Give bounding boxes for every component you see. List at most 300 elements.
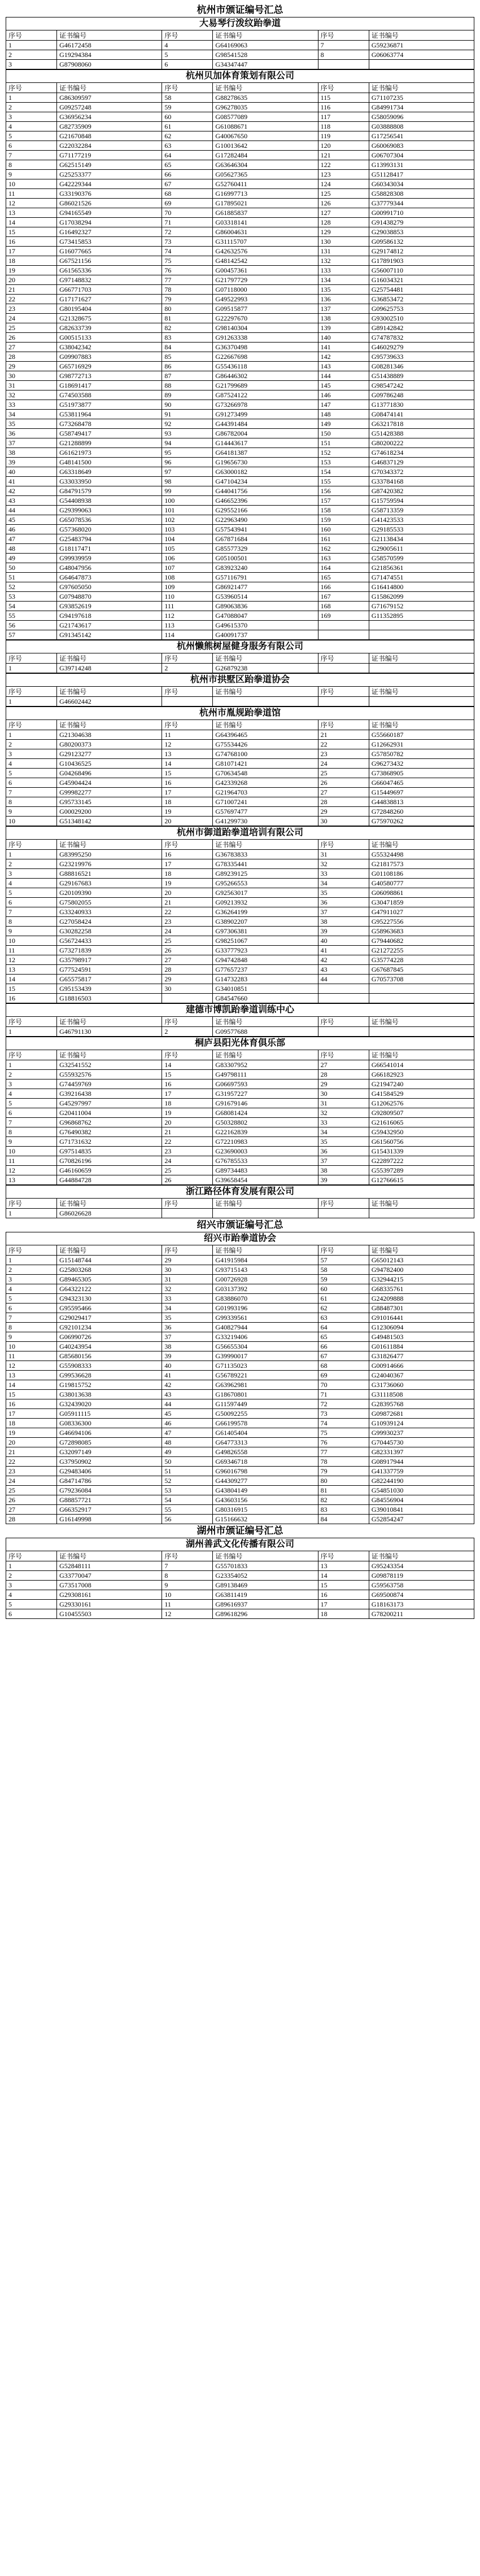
serial-number-cell: 34	[318, 1127, 369, 1137]
certificate-number-cell: G31957227	[213, 1089, 318, 1099]
serial-number-cell: 133	[318, 266, 369, 275]
serial-number-cell: 13	[6, 208, 57, 218]
serial-number-cell: 75	[162, 256, 213, 266]
serial-number-cell: 39	[6, 458, 57, 467]
certificate-number-cell: G01611884	[369, 1342, 474, 1351]
organization-name: 杭州市御道跆拳道培训有限公司	[6, 826, 474, 839]
organization-name: 大易琴行泼纹跆拳道	[6, 17, 474, 30]
certificate-table	[6, 30, 474, 69]
certificate-number-cell: G91263338	[213, 333, 318, 343]
table-row	[6, 93, 474, 103]
certificate-number-cell: G62515149	[57, 160, 162, 170]
serial-number-cell: 67	[318, 1351, 369, 1361]
serial-number-cell: 58	[162, 93, 213, 103]
column-header-serial: 序号	[162, 83, 213, 93]
certificate-number-cell: G29167683	[57, 879, 162, 888]
certificate-number-cell: G01108186	[369, 869, 474, 879]
serial-number-cell: 3	[6, 1275, 57, 1284]
serial-number-cell	[318, 621, 369, 630]
serial-number-cell: 7	[318, 41, 369, 50]
serial-number-cell: 28	[162, 965, 213, 975]
serial-number-cell: 65	[318, 1332, 369, 1342]
table-row	[6, 1515, 474, 1524]
table-row	[6, 1390, 474, 1399]
certificate-number-cell: G87524122	[213, 390, 318, 400]
serial-number-cell: 36	[318, 898, 369, 907]
certificate-number-cell: G46791130	[57, 1027, 162, 1037]
serial-number-cell: 26	[318, 778, 369, 788]
certificate-number-cell: G44391484	[213, 419, 318, 429]
certificate-number-cell: G33784168	[369, 477, 474, 486]
serial-number-cell: 60	[318, 1284, 369, 1294]
column-header-certificate: 证书编号	[213, 840, 318, 850]
serial-number-cell: 158	[318, 506, 369, 515]
table-row	[6, 50, 474, 60]
column-header-serial: 序号	[318, 83, 369, 93]
serial-number-cell: 7	[6, 1118, 57, 1127]
certificate-table	[6, 1551, 474, 1619]
serial-number-cell: 14	[162, 1060, 213, 1070]
certificate-number-cell: G55324498	[369, 850, 474, 859]
table-row	[6, 1467, 474, 1476]
serial-number-cell: 104	[162, 534, 213, 544]
certificate-number-cell: G17038294	[57, 218, 162, 227]
certificate-number-cell: G83995250	[57, 850, 162, 859]
table-row	[6, 1137, 474, 1147]
certificate-number-cell: G21138434	[369, 534, 474, 544]
serial-number-cell: 19	[162, 879, 213, 888]
table-header-row	[6, 83, 474, 93]
table-row	[6, 400, 474, 410]
certificate-number-cell: G55932576	[57, 1070, 162, 1079]
certificate-number-cell: G44041756	[213, 486, 318, 496]
table-row	[6, 247, 474, 256]
serial-number-cell: 30	[6, 371, 57, 381]
serial-number-cell: 7	[162, 1561, 213, 1571]
certificate-number-cell: G20411004	[57, 1108, 162, 1118]
certificate-number-cell: G84991734	[369, 103, 474, 112]
serial-number-cell: 2	[6, 740, 57, 749]
certificate-number-cell: G86004631	[213, 227, 318, 237]
serial-number-cell	[318, 60, 369, 69]
certificate-number-cell: G66352917	[57, 1505, 162, 1515]
certificate-number-cell: G74768100	[213, 749, 318, 759]
serial-number-cell: 53	[162, 1486, 213, 1495]
table-row	[6, 1027, 474, 1037]
table-row	[6, 1438, 474, 1447]
certificate-number-cell: G25483794	[57, 534, 162, 544]
certificate-number-cell: G09515877	[213, 304, 318, 314]
table-row	[6, 946, 474, 955]
serial-number-cell: 2	[6, 1070, 57, 1079]
certificate-number-cell: G74503588	[57, 390, 162, 400]
certificate-number-cell: G13993131	[369, 160, 474, 170]
serial-number-cell: 69	[162, 199, 213, 208]
serial-number-cell: 6	[6, 1304, 57, 1313]
serial-number-cell: 114	[162, 630, 213, 640]
serial-number-cell: 23	[162, 917, 213, 927]
certificate-number-cell: G86026628	[57, 1209, 162, 1218]
certificate-number-cell: G29005611	[369, 544, 474, 554]
certificate-number-cell: G65012143	[369, 1256, 474, 1265]
table-row	[6, 448, 474, 458]
certificate-number-cell: G72848260	[369, 807, 474, 817]
table-row	[6, 381, 474, 390]
certificate-number-cell: G46652396	[213, 496, 318, 506]
certificate-number-cell: G63318649	[57, 467, 162, 477]
certificate-number-cell: G21856361	[369, 563, 474, 573]
table-row	[6, 237, 474, 247]
certificate-number-cell: G15166632	[213, 1515, 318, 1524]
certificate-number-cell: G98140304	[213, 323, 318, 333]
serial-number-cell	[318, 984, 369, 994]
certificate-number-cell: G91679146	[213, 1099, 318, 1108]
certificate-number-cell: G16034321	[369, 275, 474, 285]
table-row	[6, 554, 474, 563]
table-row	[6, 1571, 474, 1581]
certificate-number-cell: G32944215	[369, 1275, 474, 1284]
table-row	[6, 730, 474, 740]
table-row	[6, 1118, 474, 1127]
certificate-number-cell: G15148744	[57, 1256, 162, 1265]
column-header-certificate: 证书编号	[369, 1199, 474, 1209]
serial-number-cell: 71	[318, 1390, 369, 1399]
certificate-number-cell: G19656730	[213, 458, 318, 467]
table-row	[6, 1342, 474, 1351]
column-header-certificate: 证书编号	[57, 1017, 162, 1027]
certificate-number-cell: G18691417	[57, 381, 162, 390]
column-header-certificate: 证书编号	[213, 1017, 318, 1027]
serial-number-cell: 23	[6, 1467, 57, 1476]
column-header-certificate: 证书编号	[213, 687, 318, 697]
certificate-number-cell: G96016798	[213, 1467, 318, 1476]
certificate-number-cell: G89465305	[57, 1275, 162, 1284]
certificate-number-cell: G69346718	[213, 1457, 318, 1467]
column-header-certificate: 证书编号	[213, 653, 318, 664]
certificate-number-cell: G54408938	[57, 496, 162, 506]
table-row	[6, 343, 474, 352]
table-row	[6, 103, 474, 112]
serial-number-cell: 17	[162, 788, 213, 797]
serial-number-cell: 77	[318, 1447, 369, 1457]
column-header-serial: 序号	[162, 720, 213, 730]
column-header-serial: 序号	[6, 30, 57, 41]
certificate-number-cell: G12306094	[369, 1323, 474, 1332]
certificate-table	[6, 1245, 474, 1524]
serial-number-cell: 8	[318, 50, 369, 60]
table-row	[6, 429, 474, 438]
certificate-number-cell: G21304638	[57, 730, 162, 740]
certificate-number-cell: G31826477	[369, 1351, 474, 1361]
table-row	[6, 602, 474, 611]
table-row	[6, 1380, 474, 1390]
serial-number-cell: 67	[162, 179, 213, 189]
certificate-number-cell: G71474551	[369, 573, 474, 582]
certificate-number-cell: G23354052	[213, 1571, 318, 1581]
table-row	[6, 1284, 474, 1294]
certificate-number-cell: G72898085	[57, 1438, 162, 1447]
serial-number-cell: 38	[6, 448, 57, 458]
certificate-number-cell: G17282484	[213, 151, 318, 160]
certificate-number-cell: G73271839	[57, 946, 162, 955]
certificate-number-cell: G23219976	[57, 859, 162, 869]
certificate-number-cell: G21328675	[57, 314, 162, 323]
certificate-number-cell: G31118508	[369, 1390, 474, 1399]
table-row	[6, 740, 474, 749]
table-header-row	[6, 1199, 474, 1209]
certificate-number-cell: G18117471	[57, 544, 162, 554]
serial-number-cell: 156	[318, 486, 369, 496]
certificate-number-cell: G91438279	[369, 218, 474, 227]
serial-number-cell: 44	[6, 506, 57, 515]
column-header-serial: 序号	[318, 1017, 369, 1027]
serial-number-cell: 8	[6, 160, 57, 170]
certificate-number-cell: G94782400	[369, 1265, 474, 1275]
serial-number-cell: 4	[6, 879, 57, 888]
certificate-number-cell: G22963490	[213, 515, 318, 525]
certificate-number-cell: G49826558	[213, 1447, 318, 1457]
serial-number-cell: 21	[162, 1127, 213, 1137]
certificate-number-cell: G99982277	[57, 788, 162, 797]
serial-number-cell	[318, 1209, 369, 1218]
certificate-number-cell: G17171627	[57, 295, 162, 304]
certificate-number-cell: G37950902	[57, 1457, 162, 1467]
certificate-number-cell: G03318141	[213, 218, 318, 227]
serial-number-cell: 24	[162, 927, 213, 936]
serial-number-cell	[162, 994, 213, 1003]
serial-number-cell: 12	[162, 740, 213, 749]
certificate-number-cell: G67871684	[213, 534, 318, 544]
certificate-number-cell: G49798111	[213, 1070, 318, 1079]
certificate-number-cell: G21964703	[213, 788, 318, 797]
serial-number-cell: 29	[162, 1256, 213, 1265]
table-row	[6, 1399, 474, 1409]
column-header-certificate: 证书编号	[213, 1551, 318, 1561]
serial-number-cell: 84	[318, 1515, 369, 1524]
organization-name: 建德市博凯跆拳道训练中心	[6, 1003, 474, 1016]
column-header-certificate: 证书编号	[213, 720, 318, 730]
serial-number-cell: 37	[6, 438, 57, 448]
serial-number-cell: 1	[6, 850, 57, 859]
serial-number-cell: 9	[162, 1581, 213, 1590]
certificate-number-cell: G63811419	[213, 1590, 318, 1600]
serial-number-cell: 8	[6, 797, 57, 807]
serial-number-cell: 31	[318, 850, 369, 859]
certificate-number-cell: G84791579	[57, 486, 162, 496]
serial-number-cell: 6	[6, 141, 57, 151]
serial-number-cell: 28	[318, 1070, 369, 1079]
table-row	[6, 664, 474, 673]
serial-number-cell: 51	[162, 1467, 213, 1476]
serial-number-cell: 127	[318, 208, 369, 218]
column-header-certificate: 证书编号	[57, 720, 162, 730]
serial-number-cell: 118	[318, 122, 369, 131]
table-row	[6, 467, 474, 477]
serial-number-cell: 9	[6, 170, 57, 179]
certificate-number-cell: G88487301	[369, 1304, 474, 1313]
serial-number-cell: 37	[318, 907, 369, 917]
certificate-number-cell: G86021526	[57, 199, 162, 208]
serial-number-cell: 75	[318, 1428, 369, 1438]
serial-number-cell: 140	[318, 333, 369, 343]
certificate-number-cell: G74787832	[369, 333, 474, 343]
table-row	[6, 907, 474, 917]
section-title: 湖州市颁证编号汇总	[197, 1525, 283, 1536]
certificate-number-cell: G88857721	[57, 1495, 162, 1505]
serial-number-cell: 5	[6, 769, 57, 778]
certificate-number-cell: G18670801	[213, 1390, 318, 1399]
table-row	[6, 515, 474, 525]
certificate-number-cell: G47104234	[213, 477, 318, 486]
table-row	[6, 1428, 474, 1438]
serial-number-cell: 1	[6, 93, 57, 103]
serial-number-cell: 71	[162, 218, 213, 227]
serial-number-cell: 92	[162, 419, 213, 429]
certificate-number-cell: G51973877	[57, 400, 162, 410]
serial-number-cell	[318, 1027, 369, 1037]
certificate-number-cell: G80316915	[213, 1505, 318, 1515]
certificate-number-cell: G07118000	[213, 285, 318, 295]
certificate-number-cell: G21288899	[57, 438, 162, 448]
certificate-number-cell: G97306381	[213, 927, 318, 936]
certificate-number-cell: G10455503	[57, 1609, 162, 1619]
serial-number-cell	[318, 994, 369, 1003]
serial-number-cell: 37	[318, 1156, 369, 1166]
certificate-number-cell: G57368020	[57, 525, 162, 534]
serial-number-cell: 24	[318, 759, 369, 769]
table-row	[6, 965, 474, 975]
serial-number-cell: 73	[162, 237, 213, 247]
serial-number-cell: 142	[318, 352, 369, 362]
table-header-row	[6, 840, 474, 850]
table-row	[6, 936, 474, 946]
table-row	[6, 984, 474, 994]
serial-number-cell: 19	[162, 807, 213, 817]
serial-number-cell: 59	[318, 1275, 369, 1284]
column-header-serial: 序号	[6, 720, 57, 730]
serial-number-cell: 76	[318, 1438, 369, 1447]
serial-number-cell: 80	[162, 304, 213, 314]
table-row	[6, 160, 474, 170]
table-row	[6, 1561, 474, 1571]
certificate-number-cell: G44884728	[57, 1175, 162, 1185]
serial-number-cell: 24	[6, 1476, 57, 1486]
serial-number-cell: 41	[162, 1371, 213, 1380]
serial-number-cell: 54	[162, 1495, 213, 1505]
serial-number-cell: 32	[162, 1284, 213, 1294]
serial-number-cell: 21	[162, 898, 213, 907]
certificate-number-cell: G40067650	[213, 131, 318, 141]
column-header-serial: 序号	[162, 1017, 213, 1027]
serial-number-cell: 12	[6, 1361, 57, 1371]
serial-number-cell: 130	[318, 237, 369, 247]
certificate-number-cell: G98251067	[213, 936, 318, 946]
serial-number-cell: 35	[6, 419, 57, 429]
serial-number-cell: 15	[162, 1070, 213, 1079]
table-row	[6, 41, 474, 50]
serial-number-cell: 161	[318, 534, 369, 544]
table-row	[6, 859, 474, 869]
certificate-number-cell: G84547660	[213, 994, 318, 1003]
serial-number-cell: 12	[6, 199, 57, 208]
certificate-number-cell: G29038853	[369, 227, 474, 237]
certificate-number-cell: G89063836	[213, 602, 318, 611]
certificate-number-cell: G03137392	[213, 1284, 318, 1294]
serial-number-cell: 122	[318, 160, 369, 170]
serial-number-cell: 8	[6, 917, 57, 927]
certificate-number-cell: G23690003	[213, 1147, 318, 1156]
serial-number-cell: 4	[6, 759, 57, 769]
certificate-number-cell: G16149998	[57, 1515, 162, 1524]
serial-number-cell: 89	[162, 390, 213, 400]
certificate-number-cell: G84556904	[369, 1495, 474, 1505]
certificate-number-cell: G36853472	[369, 295, 474, 304]
table-row	[6, 1070, 474, 1079]
serial-number-cell: 68	[318, 1361, 369, 1371]
table-row	[6, 1419, 474, 1428]
serial-number-cell: 123	[318, 170, 369, 179]
column-header-serial: 序号	[162, 840, 213, 850]
serial-number-cell: 33	[6, 400, 57, 410]
serial-number-cell: 4	[6, 1089, 57, 1099]
certificate-number-cell: G41915984	[213, 1256, 318, 1265]
certificate-number-cell: G22162839	[213, 1127, 318, 1137]
column-header-certificate: 证书编号	[57, 1050, 162, 1060]
certificate-number-cell: G61405404	[213, 1428, 318, 1438]
serial-number-cell: 3	[6, 60, 57, 69]
serial-number-cell: 9	[6, 807, 57, 817]
serial-number-cell: 33	[318, 1118, 369, 1127]
serial-number-cell: 52	[162, 1476, 213, 1486]
column-header-certificate: 证书编号	[369, 1050, 474, 1060]
certificate-number-cell: G99536628	[57, 1371, 162, 1380]
serial-number-cell: 124	[318, 179, 369, 189]
serial-number-cell: 112	[162, 611, 213, 621]
serial-number-cell: 42	[318, 955, 369, 965]
column-header-serial: 序号	[6, 1245, 57, 1256]
serial-number-cell: 169	[318, 611, 369, 621]
table-header-row	[6, 687, 474, 697]
certificate-number-cell: G77524591	[57, 965, 162, 975]
table-row	[6, 266, 474, 275]
certificate-number-cell: G74618234	[369, 448, 474, 458]
table-header-row	[6, 1551, 474, 1561]
serial-number-cell: 7	[6, 788, 57, 797]
serial-number-cell: 10	[6, 179, 57, 189]
column-header-certificate: 证书编号	[213, 30, 318, 41]
table-header-row	[6, 1050, 474, 1060]
table-row	[6, 788, 474, 797]
column-header-serial: 序号	[6, 687, 57, 697]
certificate-number-cell: G99339561	[213, 1313, 318, 1323]
serial-number-cell: 17	[318, 1600, 369, 1609]
certificate-number-cell: G37779344	[369, 199, 474, 208]
certificate-number-cell: G38013638	[57, 1390, 162, 1399]
table-row	[6, 1600, 474, 1609]
certificate-number-cell: G34010851	[213, 984, 318, 994]
serial-number-cell: 88	[162, 381, 213, 390]
organization-name: 杭州市拱墅区跆拳道协会	[6, 673, 474, 686]
serial-number-cell: 24	[162, 1156, 213, 1166]
certificate-number-cell: G16077665	[57, 247, 162, 256]
serial-number-cell: 4	[6, 1590, 57, 1600]
certificate-number-cell: G65716929	[57, 362, 162, 371]
serial-number-cell: 14	[6, 975, 57, 984]
serial-number-cell: 84	[162, 343, 213, 352]
certificate-number-cell: G70634548	[213, 769, 318, 778]
column-header-serial: 序号	[318, 30, 369, 41]
serial-number-cell: 120	[318, 141, 369, 151]
